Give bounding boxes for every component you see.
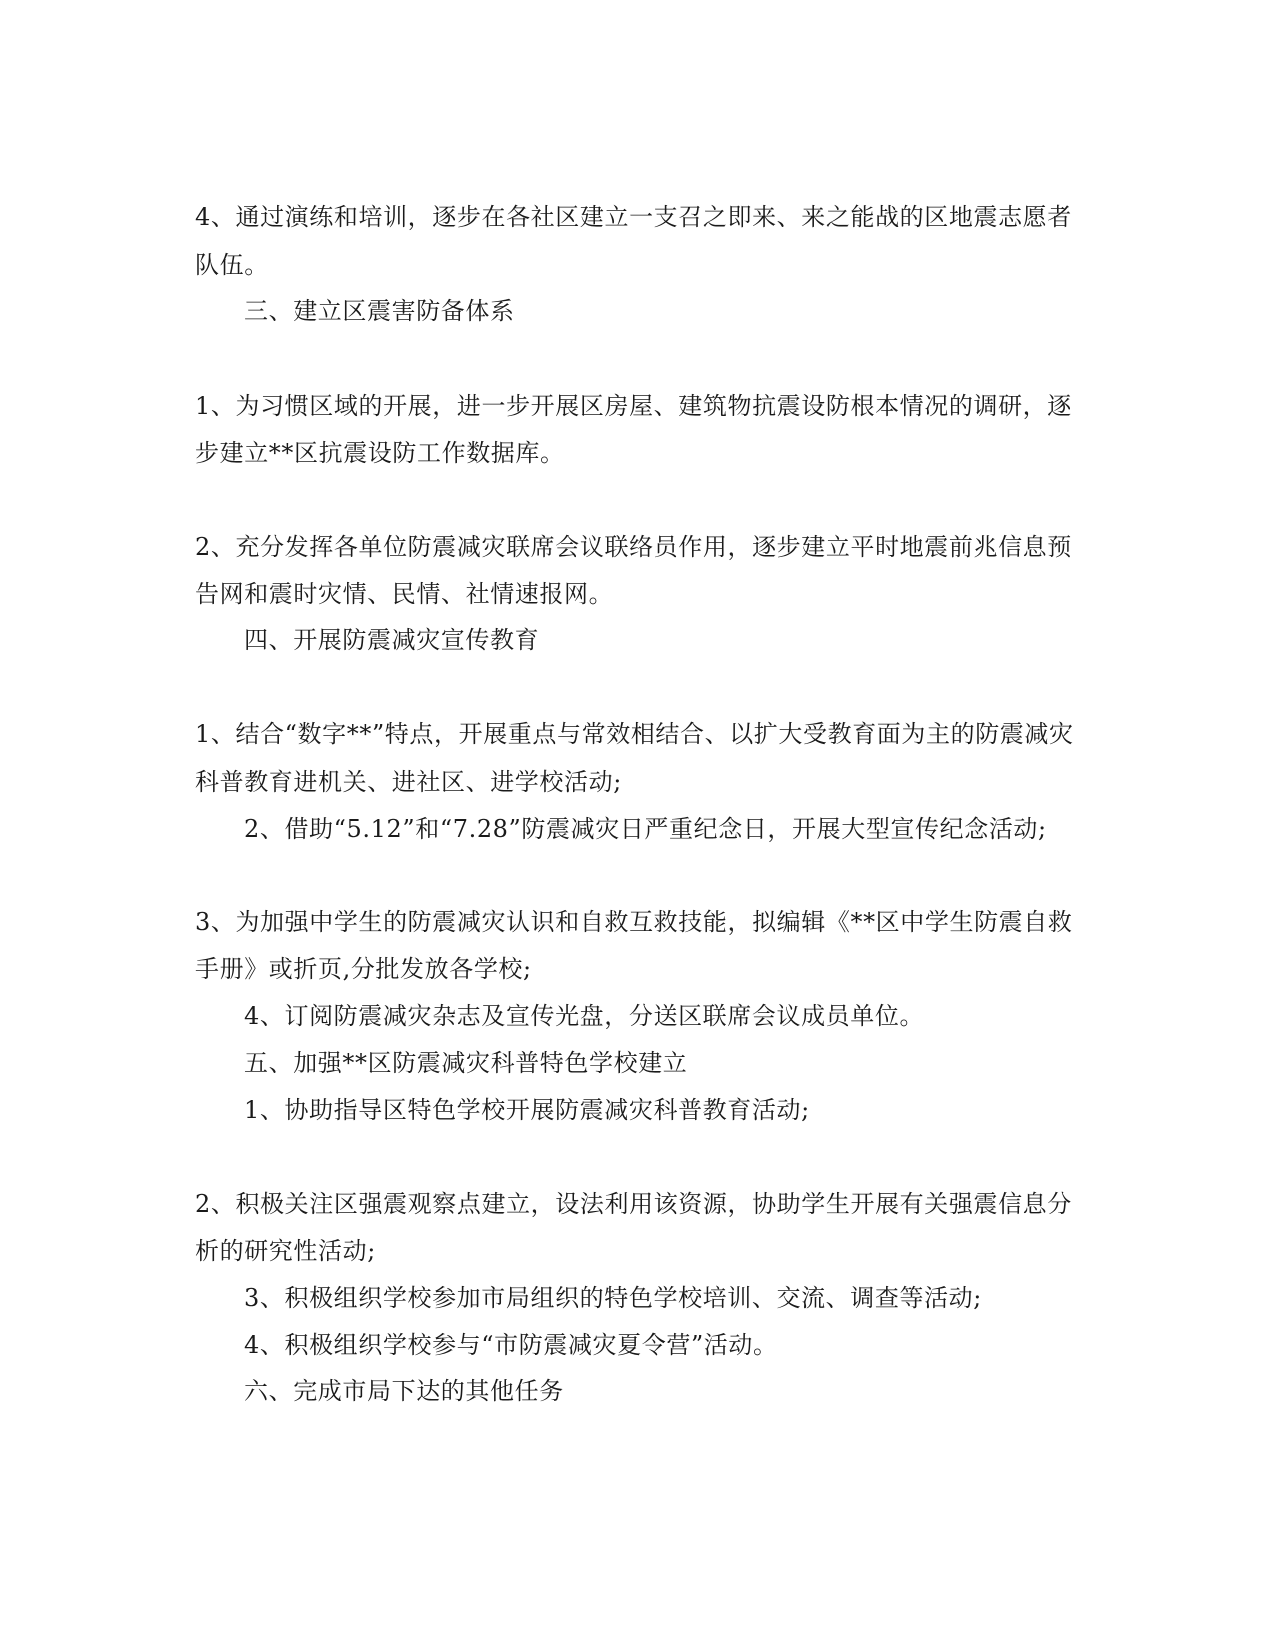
text-line: 告网和震时灾情、民情、社情速报网。 — [195, 580, 614, 608]
text-line: 手册》或折页,分批发放各学校; — [195, 955, 532, 983]
text-line: 科普教育进机关、进社区、进学校活动; — [195, 768, 622, 796]
text-line: 1、结合“数字**”特点，开展重点与常效相结合、以扩大受教育面为主的防震减灾 — [195, 720, 1074, 748]
text-line: 1、为习惯区域的开展，进一步开展区房屋、建筑物抗震设防根本情况的调研，逐 — [195, 392, 1072, 420]
text-line: 2、充分发挥各单位防震减灾联席会议联络员作用，逐步建立平时地震前兆信息预 — [195, 533, 1072, 561]
text-line: 3、积极组织学校参加市局组织的特色学校培训、交流、调查等活动; — [244, 1284, 982, 1312]
text-line: 3、为加强中学生的防震减灾认识和自救互救技能，拟编辑《**区中学生防震自救 — [195, 908, 1073, 936]
text-line: 步建立**区抗震设防工作数据库。 — [195, 439, 565, 467]
section-heading: 五、加强**区防震减灾科普特色学校建立 — [244, 1049, 688, 1077]
text-line: 析的研究性活动; — [195, 1237, 376, 1265]
text-line: 4、订阅防震减灾杂志及宣传光盘，分送区联席会议成员单位。 — [244, 1002, 925, 1030]
text-line: 1、协助指导区特色学校开展防震减灾科普教育活动; — [244, 1096, 810, 1124]
section-heading: 六、完成市局下达的其他任务 — [244, 1377, 564, 1405]
section-heading: 四、开展防震减灾宣传教育 — [244, 626, 540, 654]
text-line: 4、通过演练和培训，逐步在各社区建立一支召之即来、来之能战的区地震志愿者 — [195, 203, 1072, 231]
text-line: 队伍。 — [195, 251, 269, 279]
text-line: 4、积极组织学校参与“市防震减灾夏令营”活动。 — [244, 1331, 778, 1359]
text-line: 2、借助“5.12”和“7.28”防震减灾日严重纪念日，开展大型宣传纪念活动; — [244, 815, 1047, 843]
text-line: 2、积极关注区强震观察点建立，设法利用该资源，协助学生开展有关强震信息分 — [195, 1190, 1072, 1218]
section-heading: 三、建立区震害防备体系 — [244, 297, 515, 325]
